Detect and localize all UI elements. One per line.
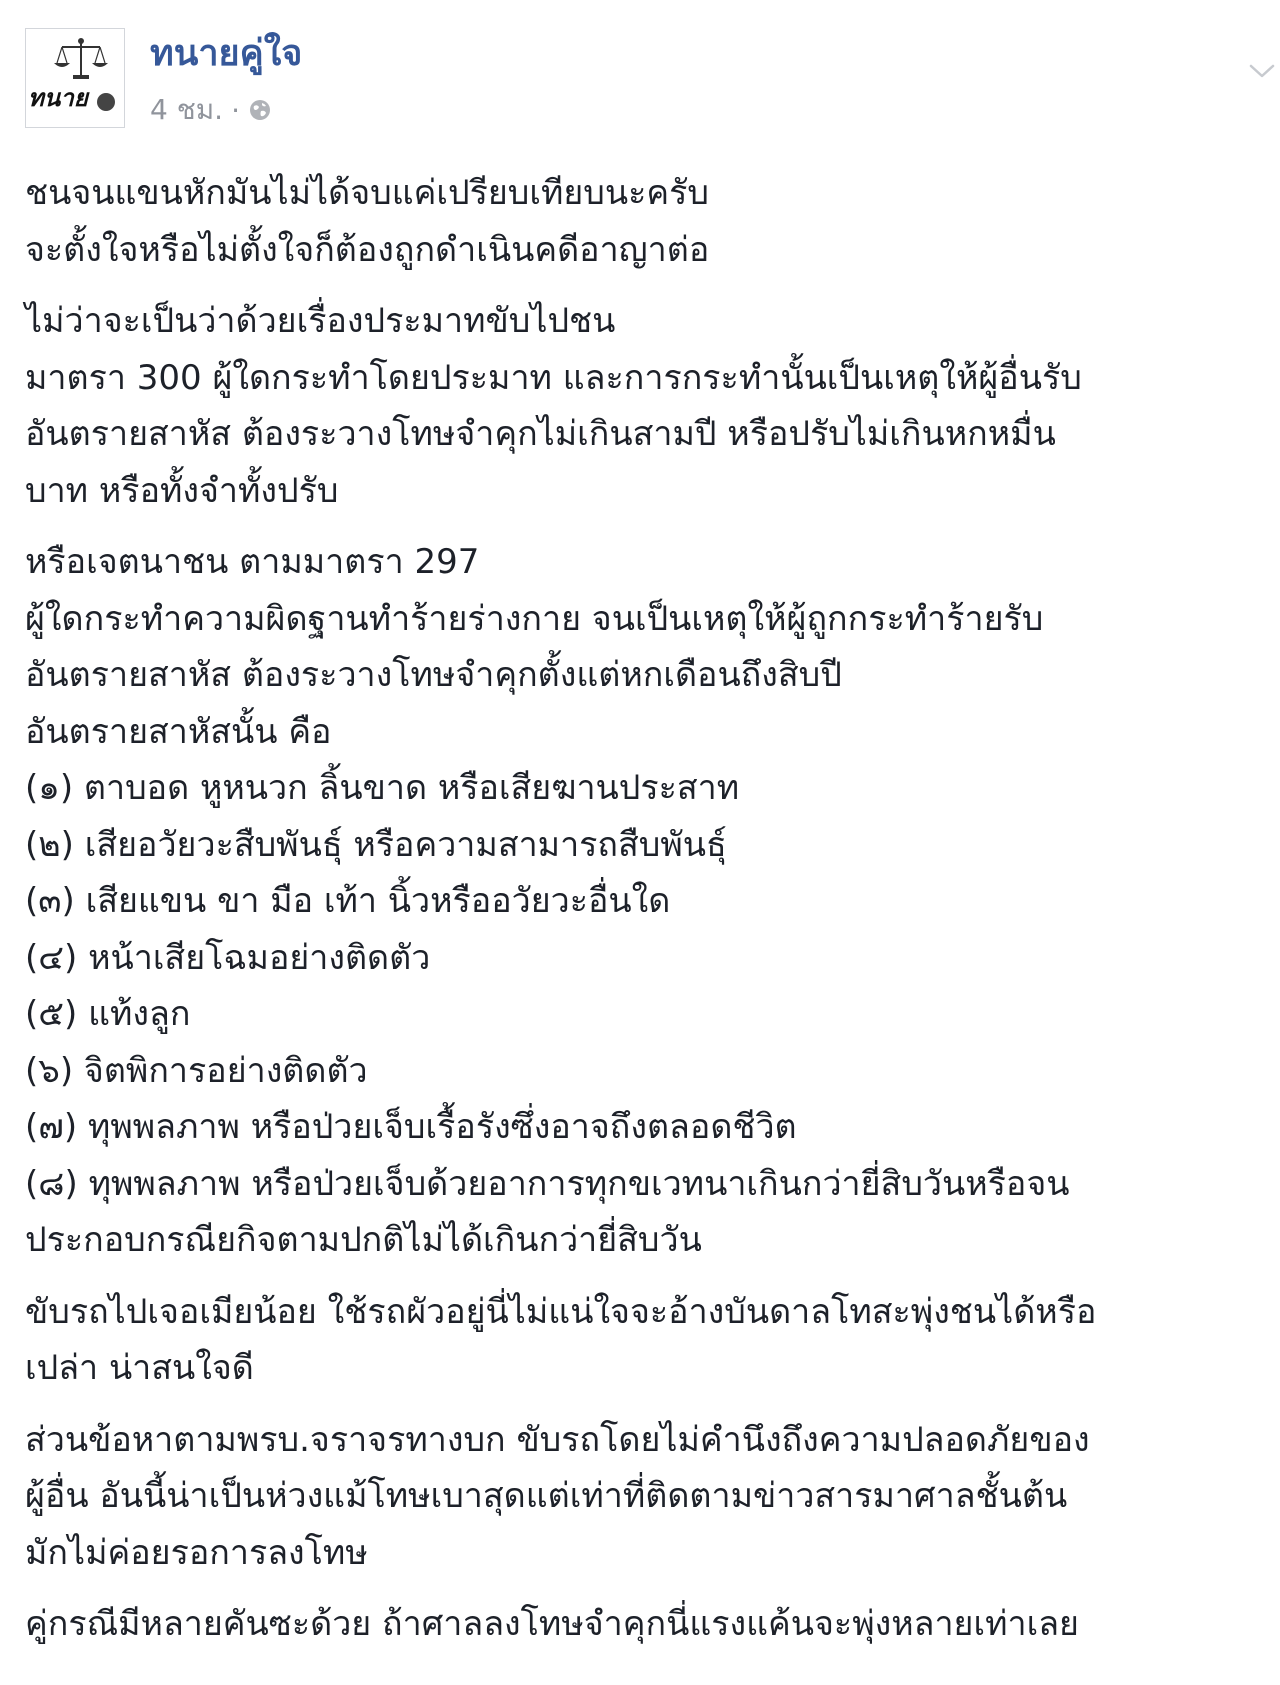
post-text-line: มักไม่ค่อยรอการลงโทษ [25, 1532, 368, 1573]
post-text-line: ไม่ว่าจะเป็นว่าด้วยเรื่องประมาทขับไปชน [25, 301, 616, 341]
post-paragraph [25, 293, 1260, 519]
post-text-line: อันตรายสาหัส ต้องระวางโทษจำคุกตั้งแต่หกเดือนถึงสิบปี [25, 655, 842, 695]
post-text-line: ขับรถไปเจอเมียน้อย ใช้รถผัวอยู่นี่ไม่แน่ใจจะอ้างบันดาลโทสะพุ่งชนได้หรือ [25, 1291, 1097, 1332]
post-message [25, 165, 1260, 1668]
post-text-line: ชนจนแขนหักมันไม่ได้จบแค่เปรียบเทียบนะครับ [25, 173, 709, 213]
post-text-line: (๖) จิตพิการอย่างติดตัว [25, 1050, 368, 1091]
post-text-line: จะตั้งใจหรือไม่ตั้งใจก็ต้องถูกดำเนินคดีอาญาต่อ [25, 229, 710, 270]
post-text-line: บาท หรือทั้งจำทั้งปรับ [25, 470, 339, 511]
post-text-line: ส่วนข้อหาตามพรบ.จราจรทางบก ขับรถโดยไม่คำนึงถึงความปลอดภัยของ [25, 1419, 1090, 1460]
post-text-line: (๕) แท้งลูก [25, 994, 191, 1034]
scales-of-justice-icon [26, 29, 125, 128]
post-text-line: หรือเจตนาชน ตามมาตรา 297 [25, 542, 480, 582]
post-text-line: (๒) เสียอวัยวะสืบพันธุ์ หรือความสามารถสืบพันธุ์ [25, 824, 727, 865]
post-text-line: คู่กรณีมีหลายคันซะด้วย ถ้าศาลลงโทษจำคุกนี่แรงแค้นจะพุ่งหลายเท่าเลย [25, 1604, 1079, 1644]
post-timestamp[interactable]: 4 ชม. [150, 93, 224, 126]
post-text-line: อันตรายสาหัสนั้น คือ [25, 711, 332, 752]
post-text-line: (๓) เสียแขน ขา มือ เท้า นิ้วหรืออวัยวะอื่นใด [25, 881, 671, 921]
post-text-line: อันตรายสาหัส ต้องระวางโทษจำคุกไม่เกินสามปี หรือปรับไม่เกินหกหมื่น [25, 414, 1056, 454]
post-text-line: (๑) ตาบอด หูหนวก ลิ้นขาด หรือเสียฆานประสาท [25, 768, 740, 808]
post-paragraph [25, 534, 1260, 1269]
post-paragraph [25, 1412, 1260, 1582]
post-text-line: ประกอบกรณียกิจตามปกติไม่ได้เกินกว่ายี่สิบวัน [25, 1220, 702, 1260]
post-meta [150, 90, 272, 130]
post-text-line: ผู้ใดกระทำความผิดฐานทำร้ายร่างกาย จนเป็นเหตุให้ผู้ถูกกระทำร้ายรับ [25, 598, 1044, 639]
post-text-line: เปล่า น่าสนใจดี [25, 1348, 254, 1388]
post-header [25, 28, 1255, 138]
post-paragraph [25, 1596, 1260, 1653]
chevron-down-icon[interactable] [1247, 60, 1277, 82]
post-text-line: (๘) ทุพพลภาพ หรือป่วยเจ็บด้วยอาการทุกขเวทนาเกินกว่ายี่สิบวันหรือจน [25, 1163, 1070, 1204]
post-text-line: มาตรา 300 ผู้ใดกระทำโดยประมาท และการกระทำนั้นเป็นเหตุให้ผู้อื่นรับ [25, 357, 1082, 398]
post-paragraph [25, 165, 1260, 278]
avatar[interactable] [25, 28, 125, 128]
post-paragraph [25, 1284, 1260, 1397]
post-text-line: ผู้อื่น อันนี้น่าเป็นห่วงแม้โทษเบาสุดแต่เท่าที่ติดตามข่าวสารมาศาลชั้นต้น [25, 1476, 1068, 1516]
avatar-logo-text: ทนาย [28, 84, 88, 112]
page-name-link[interactable]: ทนายคู่ใจ [150, 33, 303, 74]
meta-separator: · [231, 93, 240, 127]
globe-icon[interactable] [248, 98, 272, 122]
post-text-line: (๗) ทุพพลภาพ หรือป่วยเจ็บเรื้อรังซึ่งอาจถึงตลอดชีวิต [25, 1107, 797, 1147]
post-text-line: (๔) หน้าเสียโฉมอย่างติดตัว [25, 937, 431, 978]
